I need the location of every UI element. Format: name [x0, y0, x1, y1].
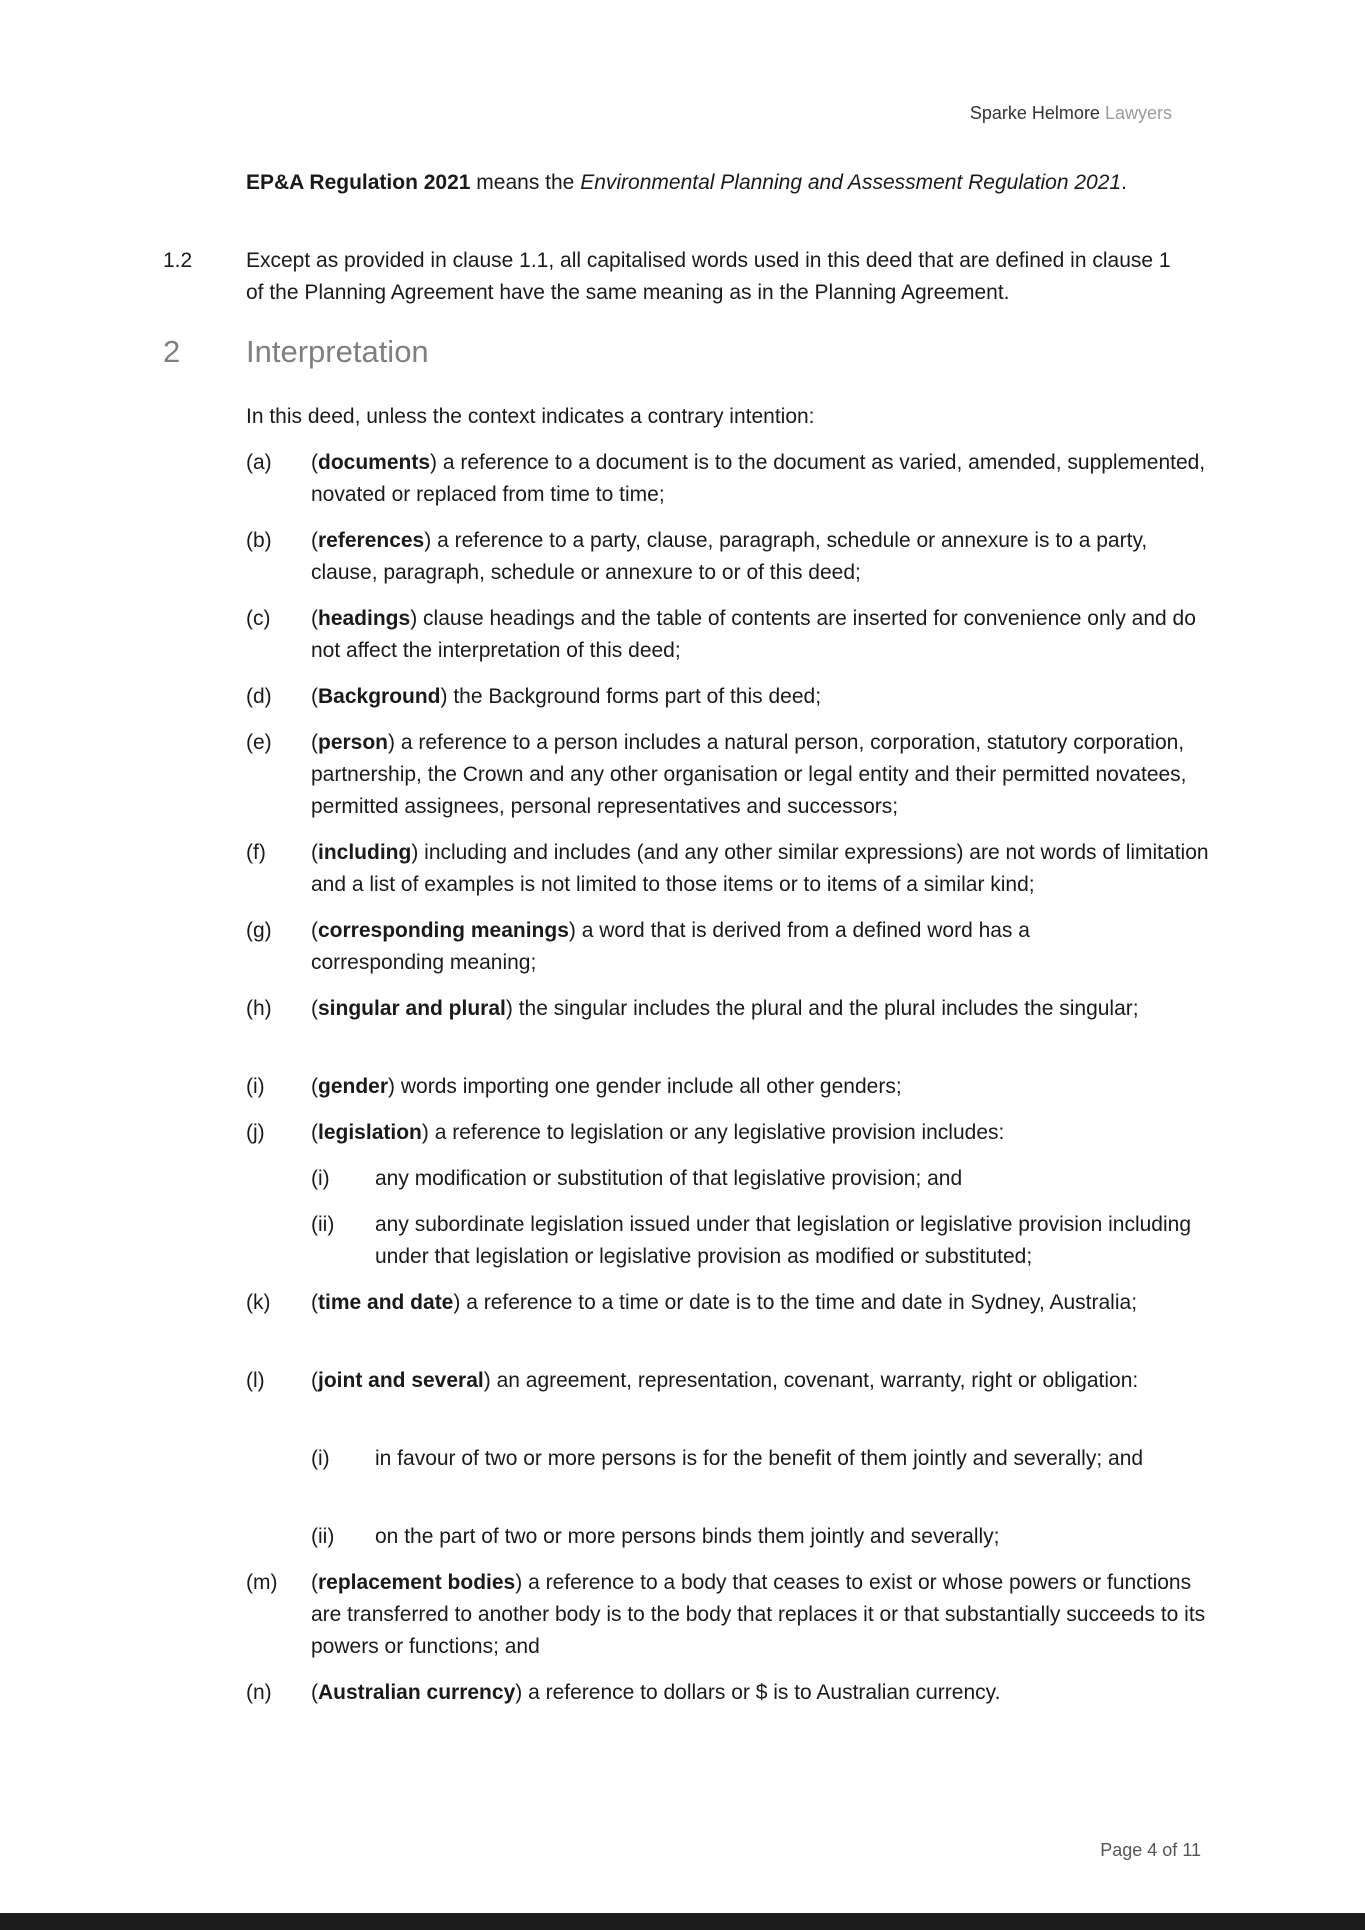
item-text: an agreement, representation, covenant, warranty, right or obligation: — [490, 1369, 1139, 1392]
list-item-replacement-bodies: (replacement bodies) a reference to a body that ceases to exist or whose powers or functions are transferred to another body is to the body that replaces it or that substantially succeeds to its powers or functions; and — [311, 1571, 1206, 1658]
bottom-edge-divider — [0, 1913, 1365, 1930]
item-term: Background — [318, 685, 441, 708]
item-term: gender — [318, 1075, 389, 1098]
item-term: singular and plural — [318, 997, 506, 1020]
list-item-references: (references) a reference to a party, clause, paragraph, schedule or annexure is to a party, clause, paragraph, schedule or annexure to or of this deed; — [311, 529, 1148, 584]
item-label: (b) — [246, 529, 272, 552]
list-item-person: (person) a reference to a person includes a natural person, corporation, statutory corporation, partnership, the Crown and any other organisation or legal entity and their permitted novatees, permitted assignees, personal representatives and successors; — [311, 731, 1187, 818]
item-term: person — [318, 731, 389, 754]
list-item-documents: (documents) a reference to a document is to the document as varied, amended, supplemented, novated or replaced from time to time; — [311, 451, 1206, 506]
list-item-legislation: (legislation) a reference to legislation or any legislative provision includes: — [311, 1121, 1005, 1144]
page-header — [970, 103, 1172, 124]
item-label: (e) — [246, 731, 272, 754]
clause-text: Except as provided in clause 1.1, all capitalised words used in this deed that are defined in clause 1 of the Planning Agreement have the same meaning as in the Planning Agreement. — [246, 249, 1171, 304]
item-term: time and date — [318, 1291, 454, 1314]
item-text: a reference to a party, clause, paragraph, schedule or annexure is to a party, clause, paragraph, schedule or annexure to or of this deed; — [311, 529, 1148, 584]
list-item-time-and-date: (time and date) a reference to a time or date is to the time and date in Sydney, Australia; — [311, 1291, 1138, 1314]
firm-suffix: Lawyers — [1104, 103, 1172, 123]
item-text: a reference to a time or date is to the time and date in Sydney, Australia; — [460, 1291, 1138, 1314]
item-text: a reference to a body that ceases to exist or whose powers or functions are transferred to another body is to the body that replaces it or that substantially succeeds to its powers or functions; and — [311, 1571, 1206, 1658]
item-term: including — [318, 841, 412, 864]
item-label: (a) — [246, 451, 272, 474]
definition-end: . — [1121, 171, 1127, 194]
item-text: a word that is derived from a defined word has a corresponding meaning; — [311, 919, 1030, 974]
subitem-label: (i) — [311, 1167, 330, 1190]
item-text: a reference to a person includes a natural person, corporation, statutory corporation, partnership, the Crown and any other organisation or legal entity and their permitted novatees, permitted assignees, personal representatives and successors; — [311, 731, 1187, 818]
item-term: joint and several — [318, 1369, 484, 1392]
item-text: a reference to legislation or any legislative provision includes: — [428, 1121, 1005, 1144]
item-label: (g) — [246, 919, 272, 942]
subitem-label: (i) — [311, 1447, 330, 1470]
item-text: a reference to a document is to the document as varied, amended, supplemented, novated or replaced from time to time; — [311, 451, 1206, 506]
item-text: the singular includes the plural and the plural includes the singular; — [512, 997, 1139, 1020]
item-label: (c) — [246, 607, 271, 630]
item-term: legislation — [318, 1121, 422, 1144]
definition-connector: means the — [476, 171, 575, 194]
item-text: clause headings and the table of contents are inserted for convenience only and do not affect the interpretation of this deed; — [311, 607, 1196, 662]
item-label: (f) — [246, 841, 266, 864]
subitem-label: (ii) — [311, 1525, 335, 1548]
list-item-gender: (gender) words importing one gender include all other genders; — [311, 1075, 902, 1098]
item-label: (d) — [246, 685, 272, 708]
item-label: (h) — [246, 997, 272, 1020]
list-item-joint-and-several: (joint and several) an agreement, representation, covenant, warranty, right or obligation: — [311, 1369, 1139, 1392]
definition-ep-a — [246, 167, 1166, 199]
item-label: (l) — [246, 1369, 265, 1392]
item-label: (n) — [246, 1681, 272, 1704]
item-label: (j) — [246, 1121, 265, 1144]
item-text: including and includes (and any other similar expressions) are not words of limitation and a list of examples is not limited to those items or to items of a similar kind; — [311, 841, 1209, 896]
item-term: Australian currency — [318, 1681, 516, 1704]
item-label: (k) — [246, 1291, 271, 1314]
item-text: the Background forms part of this deed; — [447, 685, 822, 708]
definition-term: EP&A Regulation 2021 — [246, 171, 471, 194]
list-item-including: (including) including and includes (and any other similar expressions) are not words of limitation and a list of examples is not limited to those items or to items of a similar kind; — [311, 841, 1209, 896]
list-item-corresponding-meanings: (corresponding meanings) a word that is derived from a defined word has a corresponding meaning; — [311, 919, 1030, 974]
item-term: documents — [318, 451, 431, 474]
clause-number: 1.2 — [163, 249, 193, 272]
item-label: (m) — [246, 1571, 278, 1594]
item-text: a reference to dollars or $ is to Australian currency. — [522, 1681, 1001, 1704]
list-item-headings: (headings) clause headings and the table of contents are inserted for convenience only and do not affect the interpretation of this deed; — [311, 607, 1196, 662]
list-item-australian-currency: (Australian currency) a reference to dollars or $ is to Australian currency. — [311, 1681, 1001, 1704]
definition-meaning: Environmental Planning and Assessment Regulation 2021 — [580, 171, 1122, 194]
subitem-label: (ii) — [311, 1213, 335, 1236]
sub-list-item: any modification or substitution of that legislative provision; and — [375, 1167, 963, 1190]
item-term: headings — [318, 607, 411, 630]
firm-name: Sparke Helmore — [969, 103, 1100, 123]
section-number: 2 — [163, 334, 181, 369]
item-term: replacement bodies — [318, 1571, 516, 1594]
sub-list-item: any subordinate legislation issued under that legislation or legislative provision including under that legislation or legislative provision as modified or substituted; — [375, 1213, 1191, 1268]
item-term: corresponding meanings — [318, 919, 569, 942]
item-label: (i) — [246, 1075, 265, 1098]
intro-paragraph: In this deed, unless the context indicates a contrary intention: — [246, 405, 815, 428]
list-item-background: (Background) the Background forms part of this deed; — [311, 685, 822, 708]
list-item-singular-plural: (singular and plural) the singular includes the plural and the plural includes the singular; — [311, 997, 1139, 1020]
section-title: Interpretation — [246, 334, 429, 369]
item-term: references — [318, 529, 425, 552]
item-text: words importing one gender include all other genders; — [395, 1075, 902, 1098]
sub-list-item: in favour of two or more persons is for the benefit of them jointly and severally; and — [375, 1447, 1144, 1470]
page-number: Page 4 of 11 — [1100, 1840, 1201, 1860]
sub-list-item: on the part of two or more persons binds them jointly and severally; — [375, 1525, 1000, 1548]
